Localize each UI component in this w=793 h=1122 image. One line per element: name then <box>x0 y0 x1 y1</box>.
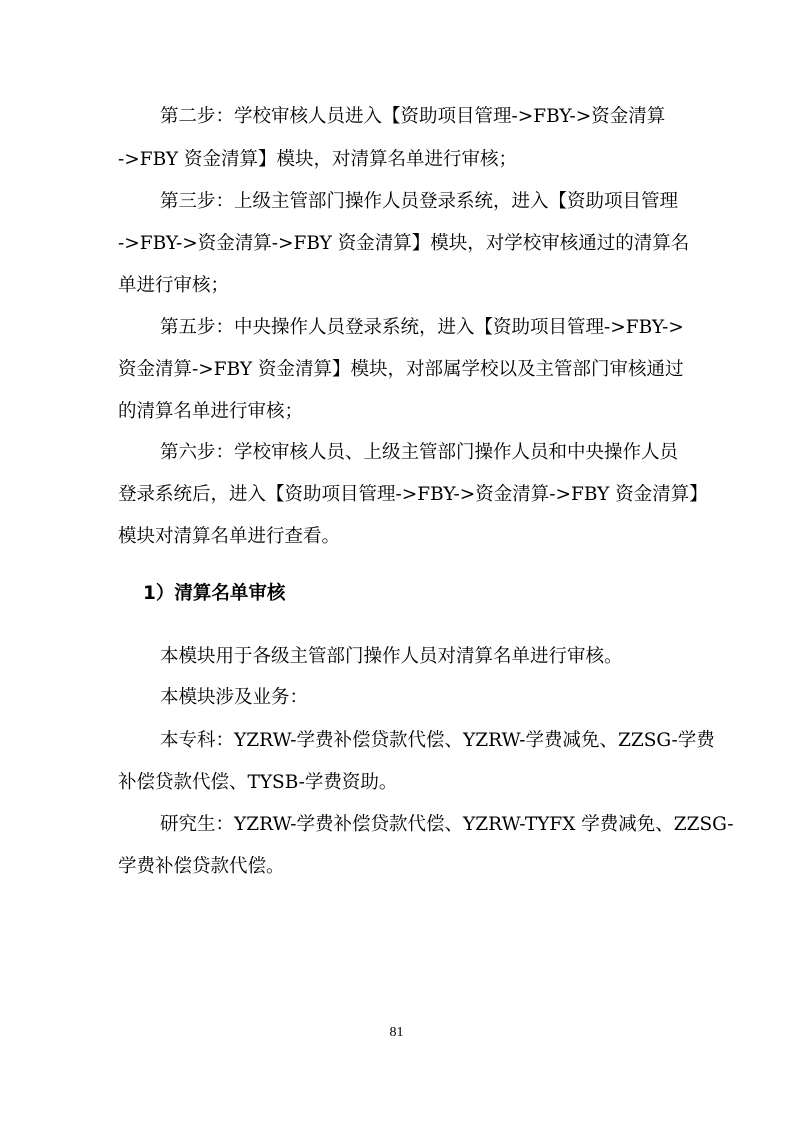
step6-line1: 第六步：学校审核人员、上级主管部门操作人员和中央操作人员 <box>160 442 679 463</box>
business-label: 本模块涉及业务： <box>160 687 309 708</box>
graduate-line1: 研究生：YZRW-学费补偿贷款代偿、YZRW-TYFX 学费减免、ZZSG- <box>160 814 734 835</box>
intro-paragraph: 本模块用于各级主管部门操作人员对清算名单进行审核。 <box>160 646 623 667</box>
section-heading: 1）清算名单审核 <box>143 583 286 604</box>
step3-line3: 单进行审核； <box>118 275 230 296</box>
step2-line1: 第二步：学校审核人员进入【资助项目管理->FBY->资金清算 <box>160 106 666 127</box>
step5-line1: 第五步：中央操作人员登录系统，进入【资助项目管理->FBY-> <box>160 317 684 338</box>
graduate-line2: 学费补偿贷款代偿。 <box>118 856 285 877</box>
undergrad-line1: 本专科：YZRW-学费补偿贷款代偿、YZRW-学费减免、ZZSG-学费 <box>160 730 715 751</box>
step5-line3: 的清算名单进行审核； <box>118 401 304 422</box>
step5-line2: 资金清算->FBY 资金清算】模块，对部属学校以及主管部门审核通过 <box>118 359 684 380</box>
step6-line3: 模块对清算名单进行查看。 <box>118 526 341 547</box>
step2-line2: ->FBY 资金清算】模块，对清算名单进行审核； <box>118 149 517 170</box>
step6-line2: 登录系统后，进入【资助项目管理->FBY->资金清算->FBY 资金清算】 <box>118 484 708 505</box>
page-number: 81 <box>389 1025 404 1040</box>
step3-line1: 第三步：上级主管部门操作人员登录系统，进入【资助项目管理 <box>160 191 679 212</box>
step3-line2: ->FBY->资金清算->FBY 资金清算】模块，对学校审核通过的清算名 <box>118 233 690 254</box>
undergrad-line2: 补偿贷款代偿、TYSB-学费资助。 <box>118 772 398 793</box>
